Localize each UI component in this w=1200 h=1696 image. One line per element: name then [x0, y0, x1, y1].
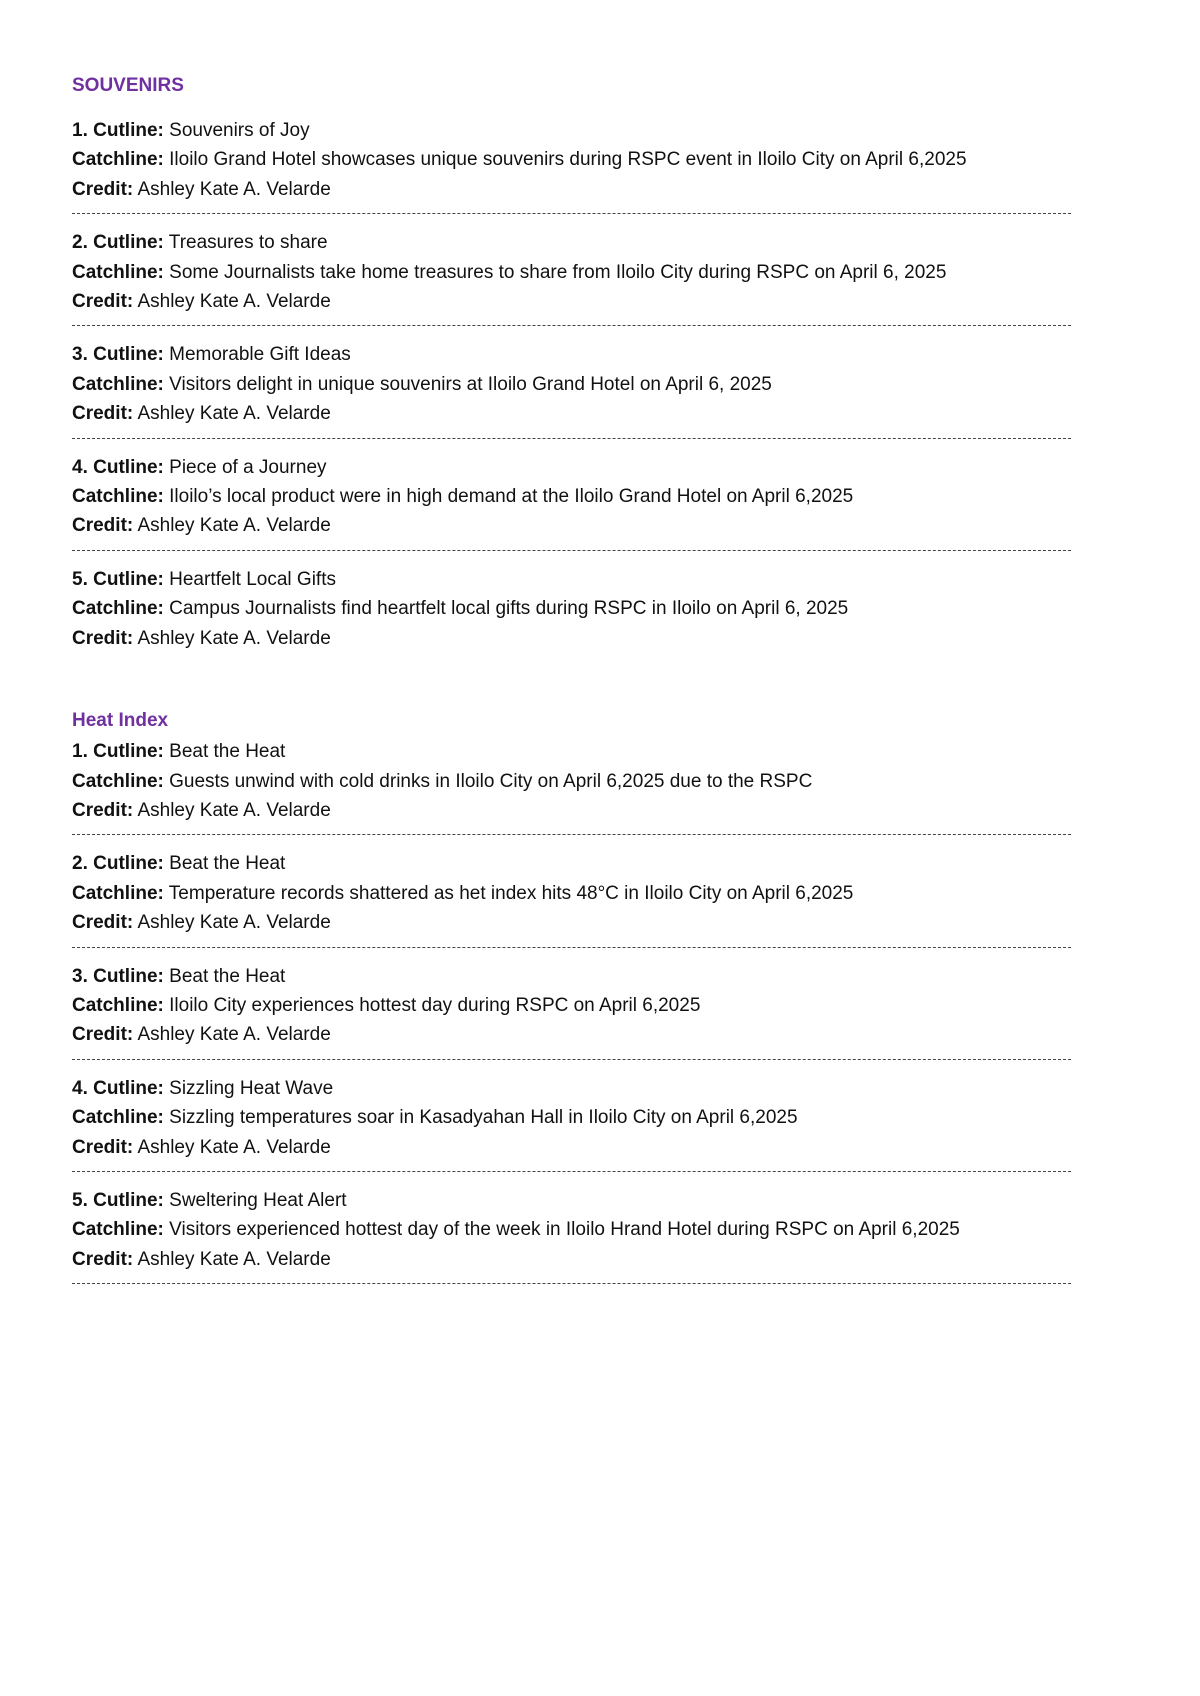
dashed-separator [72, 1171, 1071, 1173]
catchline-value: Some Journalists take home treasures to share from Iloilo City during RSPC on April 6, 2025 [169, 261, 947, 283]
caption-entry [72, 962, 1072, 1050]
entry-number: 2. [72, 853, 88, 875]
credit-label: Credit: [72, 515, 134, 537]
caption-entry [72, 453, 1072, 541]
credit-line [72, 399, 1072, 428]
cutline-value: Heartfelt Local Gifts [169, 568, 336, 590]
entry-number: 4. [72, 1077, 88, 1099]
dashed-separator [72, 550, 1071, 552]
cutline-line [72, 116, 1072, 145]
cutline-label: Cutline: [93, 1189, 164, 1211]
credit-line [72, 796, 1072, 825]
credit-line [72, 511, 1072, 540]
cutline-line [72, 962, 1072, 991]
catchline-line [72, 482, 1072, 511]
catchline-line [72, 370, 1072, 399]
cutline-value: Memorable Gift Ideas [169, 344, 351, 366]
catchline-line [72, 767, 1072, 796]
catchline-value: Iloilo Grand Hotel showcases unique souvenirs during RSPC event in Iloilo City on April 6,2025 [169, 149, 967, 171]
cutline-line [72, 565, 1072, 594]
catchline-line [72, 258, 1072, 287]
credit-line [72, 624, 1072, 653]
credit-value: Ashley Kate A. Velarde [137, 291, 331, 313]
caption-entry [72, 1186, 1072, 1274]
section-heat-index [72, 709, 1072, 1285]
cutline-label: Cutline: [93, 232, 164, 254]
entry-number: 3. [72, 344, 88, 366]
caption-entry [72, 565, 1072, 653]
caption-entry [72, 116, 1072, 204]
catchline-line [72, 991, 1072, 1020]
cutline-line [72, 340, 1072, 369]
cutline-line [72, 849, 1072, 878]
credit-value: Ashley Kate A. Velarde [137, 1248, 331, 1270]
catchline-label: Catchline: [72, 882, 164, 904]
credit-value: Ashley Kate A. Velarde [137, 799, 331, 821]
cutline-value: Souvenirs of Joy [169, 120, 310, 141]
catchline-line [72, 1215, 1072, 1244]
cutline-line [72, 1186, 1072, 1215]
caption-entry [72, 737, 1072, 825]
dashed-separator [72, 947, 1071, 949]
entry-number: 1. [72, 741, 88, 763]
entry-number: 4. [72, 456, 88, 478]
catchline-label: Catchline: [72, 770, 164, 792]
cutline-label: Cutline: [93, 344, 164, 366]
credit-label: Credit: [72, 291, 134, 313]
credit-label: Credit: [72, 178, 134, 200]
catchline-label: Catchline: [72, 486, 164, 508]
credit-line [72, 287, 1072, 316]
credit-label: Credit: [72, 912, 134, 934]
credit-value: Ashley Kate A. Velarde [137, 515, 331, 537]
credit-label: Credit: [72, 1248, 134, 1270]
catchline-value: Iloilo’s local product were in high demand at the Iloilo Grand Hotel on April 6,2025 [169, 486, 854, 508]
section-heading: SOUVENIRS [72, 75, 184, 96]
credit-label: Credit: [72, 799, 134, 821]
credit-line [72, 908, 1072, 937]
cutline-value: Beat the Heat [169, 853, 286, 875]
document-page [72, 74, 1072, 1298]
cutline-value: Beat the Heat [169, 741, 286, 763]
cutline-label: Cutline: [93, 965, 164, 987]
cutline-line [72, 1074, 1072, 1103]
catchline-label: Catchline: [72, 1219, 164, 1241]
cutline-label: Cutline: [93, 568, 164, 590]
catchline-label: Catchline: [72, 994, 164, 1016]
cutline-value: Sweltering Heat Alert [169, 1189, 347, 1211]
credit-line [72, 1245, 1072, 1274]
cutline-value: Sizzling Heat Wave [169, 1077, 334, 1099]
entry-number: 1. [72, 120, 88, 141]
cutline-value: Beat the Heat [169, 965, 286, 987]
catchline-value: Temperature records shattered as het index hits 48°C in Iloilo City on April 6,2025 [168, 882, 854, 904]
catchline-value: Visitors experienced hottest day of the week in Iloilo Hrand Hotel during RSPC on April 6,2025 [169, 1219, 960, 1241]
cutline-line [72, 228, 1072, 257]
dashed-separator [72, 834, 1071, 836]
catchline-value: Campus Journalists find heartfelt local gifts during RSPC in Iloilo on April 6, 2025 [169, 598, 849, 620]
section-souvenirs [72, 74, 1072, 653]
catchline-label: Catchline: [72, 598, 164, 620]
entry-number: 5. [72, 1189, 88, 1211]
cutline-value: Piece of a Journey [169, 456, 327, 478]
catchline-line [72, 879, 1072, 908]
catchline-value: Visitors delight in unique souvenirs at Iloilo Grand Hotel on April 6, 2025 [169, 373, 772, 395]
credit-value: Ashley Kate A. Velarde [137, 627, 331, 649]
cutline-line [72, 453, 1072, 482]
catchline-line [72, 1103, 1072, 1132]
catchline-value: Sizzling temperatures soar in Kasadyahan Hall in Iloilo City on April 6,2025 [169, 1107, 798, 1129]
dashed-separator [72, 438, 1071, 440]
entry-number: 5. [72, 568, 88, 590]
dashed-separator [72, 325, 1071, 327]
credit-label: Credit: [72, 627, 134, 649]
section-heading: Heat Index [72, 710, 169, 732]
credit-label: Credit: [72, 403, 134, 425]
entry-number: 3. [72, 965, 88, 987]
caption-entry [72, 228, 1072, 316]
catchline-label: Catchline: [72, 261, 164, 283]
cutline-label: Cutline: [93, 456, 164, 478]
cutline-label: Cutline: [93, 853, 164, 875]
credit-value: Ashley Kate A. Velarde [137, 912, 331, 934]
dashed-separator [72, 1059, 1071, 1061]
credit-value: Ashley Kate A. Velarde [137, 403, 331, 425]
credit-line [72, 1020, 1072, 1049]
catchline-label: Catchline: [72, 373, 164, 395]
caption-entry [72, 340, 1072, 428]
cutline-label: Cutline: [93, 741, 164, 763]
catchline-value: Iloilo City experiences hottest day during RSPC on April 6,2025 [169, 994, 701, 1016]
cutline-line [72, 737, 1072, 766]
credit-line [72, 1133, 1072, 1162]
catchline-label: Catchline: [72, 149, 164, 171]
dashed-separator [72, 1283, 1071, 1285]
credit-line [72, 175, 1072, 204]
cutline-label: Cutline: [93, 1077, 164, 1099]
credit-value: Ashley Kate A. Velarde [137, 1136, 331, 1158]
entry-number: 2. [72, 232, 88, 254]
credit-label: Credit: [72, 1136, 134, 1158]
cutline-label: Cutline: [93, 120, 164, 141]
catchline-value: Guests unwind with cold drinks in Iloilo City on April 6,2025 due to the RSPC [169, 770, 813, 792]
credit-value: Ashley Kate A. Velarde [137, 1024, 331, 1046]
catchline-line [72, 145, 1072, 174]
credit-value: Ashley Kate A. Velarde [137, 178, 331, 200]
caption-entry [72, 1074, 1072, 1162]
caption-entry [72, 849, 1072, 937]
dashed-separator [72, 213, 1071, 215]
cutline-value: Treasures to share [168, 232, 328, 254]
catchline-line [72, 594, 1072, 623]
catchline-label: Catchline: [72, 1107, 164, 1129]
credit-label: Credit: [72, 1024, 134, 1046]
